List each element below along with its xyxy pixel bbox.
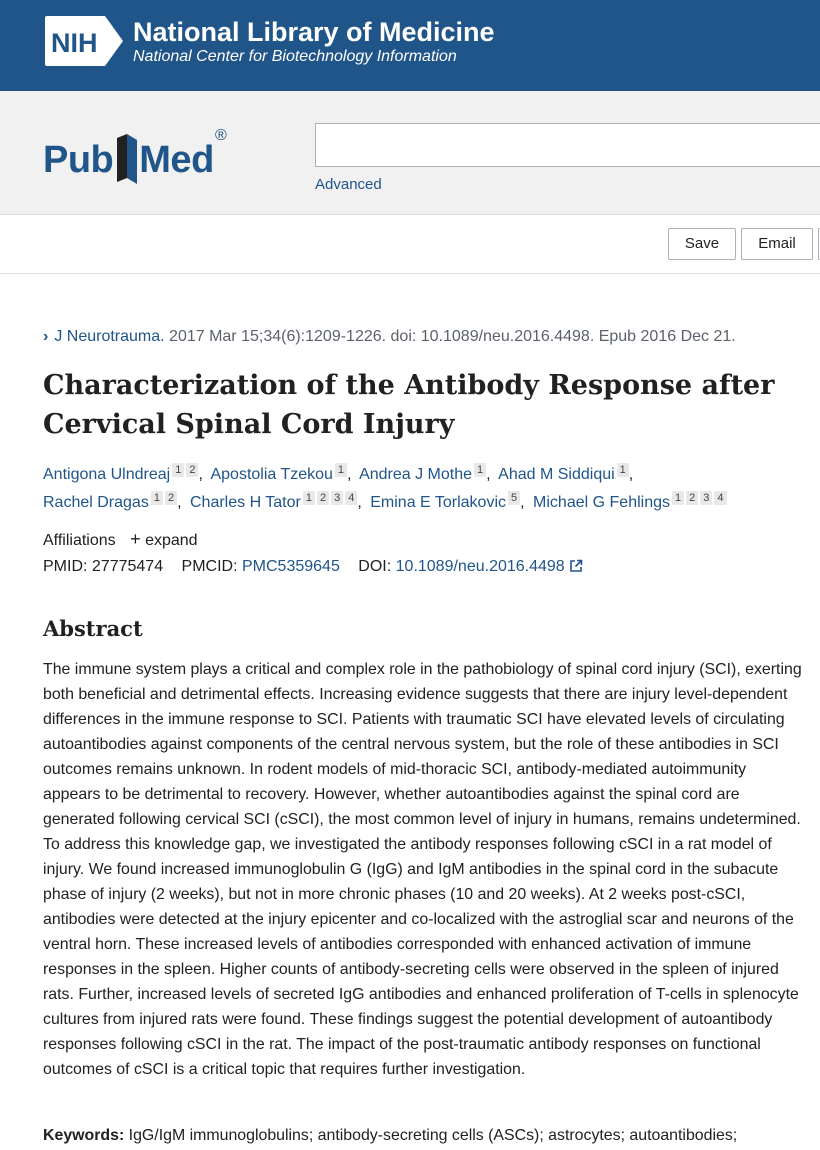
svg-text:NIH: NIH	[51, 28, 98, 58]
pmid-label: PMID:	[43, 558, 88, 575]
pubmed-logo-text: Pub Med	[43, 134, 214, 186]
nih-title[interactable]: National Library of Medicine	[133, 17, 495, 47]
affiliation-ref[interactable]: 2	[165, 491, 177, 505]
affiliation-ref[interactable]: 4	[345, 491, 357, 505]
email-button[interactable]: Email	[741, 228, 813, 260]
advanced-search-link[interactable]: Advanced	[315, 176, 382, 193]
affiliations-toggle[interactable]	[43, 529, 198, 551]
affiliation-ref[interactable]: 1	[672, 491, 684, 505]
author-list	[43, 461, 803, 517]
save-button[interactable]: Save	[668, 228, 736, 260]
author-item	[533, 494, 726, 511]
affiliation-ref[interactable]: 1	[303, 491, 315, 505]
citation-text: 2017 Mar 15;34(6):1209-1226. doi: 10.1089/neu.2016.4498. Epub 2016 Dec 21.	[164, 328, 736, 345]
chevron-right-icon[interactable]: ›	[43, 328, 49, 345]
nih-logo-icon[interactable]	[43, 14, 125, 68]
author-item: Rachel Dragas 1 2 ,	[43, 492, 182, 511]
affiliation-ref[interactable]: 1	[172, 463, 184, 477]
plus-icon: +	[130, 529, 141, 549]
pmid-value: 27775474	[91, 558, 164, 575]
book-icon	[113, 134, 139, 186]
author-item: Andrea J Mothe 1 ,	[359, 464, 491, 483]
search-area	[0, 91, 820, 215]
registered-mark: ®	[215, 127, 227, 144]
journal-link[interactable]: J Neurotrauma.	[54, 328, 165, 345]
affiliation-ref[interactable]: 1	[617, 463, 629, 477]
affiliation-ref[interactable]: 5	[508, 491, 520, 505]
affiliation-ref[interactable]: 3	[700, 491, 712, 505]
pubmed-logo[interactable]	[43, 117, 243, 183]
affiliations-label: Affiliations	[43, 532, 116, 549]
nih-header	[0, 0, 820, 91]
pmcid-label: PMCID:	[181, 558, 238, 575]
keywords-label: Keywords:	[43, 1127, 125, 1144]
affiliation-ref[interactable]: 2	[686, 491, 698, 505]
search-input[interactable]	[315, 123, 820, 167]
author-link[interactable]: Apostolia Tzekou	[210, 466, 333, 483]
author-link[interactable]: Rachel Dragas	[43, 494, 149, 511]
action-bar	[0, 215, 820, 274]
affiliation-ref[interactable]: 2	[186, 463, 198, 477]
affiliation-ref[interactable]: 2	[317, 491, 329, 505]
affiliation-ref[interactable]: 3	[331, 491, 343, 505]
journal-citation	[43, 327, 736, 347]
author-item: Emina E Torlakovic 5 ,	[370, 492, 525, 511]
affiliation-ref[interactable]: 1	[474, 463, 486, 477]
external-link-icon[interactable]	[569, 559, 583, 573]
abstract-heading: Abstract	[43, 616, 143, 641]
expand-label: expand	[145, 532, 198, 549]
doi-link[interactable]: 10.1089/neu.2016.4498	[395, 558, 565, 575]
author-item: Ahad M Siddiqui 1 ,	[498, 464, 634, 483]
doi-label: DOI:	[358, 558, 392, 575]
nih-subtitle: National Center for Biotechnology Information	[133, 48, 457, 65]
keywords-list: IgG/IgM immunoglobulins; antibody-secreting cells (ASCs); astrocytes; autoantibodies;	[124, 1127, 738, 1144]
author-item: Apostolia Tzekou 1 ,	[210, 464, 352, 483]
author-item: Antigona Ulndreaj 1 2 ,	[43, 464, 203, 483]
author-link[interactable]: Andrea J Mothe	[359, 466, 473, 483]
author-link[interactable]: Michael G Fehlings	[533, 494, 670, 511]
pmcid-link[interactable]: PMC5359645	[242, 558, 340, 575]
affiliation-ref[interactable]: 1	[335, 463, 347, 477]
affiliation-ref[interactable]: 4	[714, 491, 726, 505]
author-link[interactable]: Emina E Torlakovic	[370, 494, 507, 511]
author-link[interactable]: Antigona Ulndreaj	[43, 466, 171, 483]
affiliation-ref[interactable]: 1	[151, 491, 163, 505]
keywords	[43, 1123, 820, 1148]
author-item: Charles H Tator 1 2 3 4 ,	[189, 492, 362, 511]
author-link[interactable]: Ahad M Siddiqui	[498, 466, 615, 483]
article-identifiers	[43, 557, 583, 577]
article-title: Characterization of the Antibody Response after Cervical Spinal Cord Injury	[43, 370, 775, 440]
abstract-text: The immune system plays a critical and complex role in the pathobiology of spinal cord injury (SCI), exerting both beneficial and detrimental effects. Increasing evidence suggests that there are injury level-dependent differences in the immune response to SCI. Patients with traumatic SCI have elevated levels of circulating autoantibodies against components of the central nervous system, but the role of these antibodies in SCI outcomes remains unknown. In rodent models of mid-thoracic SCI, antibody-mediated autoimmunity appears to be detrimental to recovery. However, whether autoantibodies against the spinal cord are generated following cervical SCI (cSCI), the most common level of injury in humans, remains undetermined. To address this knowledge gap, we investigated the antibody responses following cSCI in a rat model of injury. We found increased immunoglobulin G (IgG) and IgM antibodies in the spinal cord in the subacute phase of injury (2 weeks), but not in more chronic phases (10 and 20 weeks). At 2 weeks post-cSCI, antibodies were detected at the injury epicenter and co-localized with the astroglial scar and neurons of the ventral horn. These increased levels of antibodies corresponded with enhanced activation of immune responses in the spleen. Higher counts of antibody-secreting cells were observed in the spleen of injured rats. Further, increased levels of secreted IgG antibodies and enhanced proliferation of T-cells in splenocyte cultures from injured rats were found. These findings suggest the potential development of autoantibody responses following cSCI in the rat. The impact of the post-traumatic antibody responses on functional outcomes of cSCI is a critical topic that requires further investigation.	[43, 661, 802, 1078]
author-link[interactable]: Charles H Tator	[189, 494, 301, 511]
